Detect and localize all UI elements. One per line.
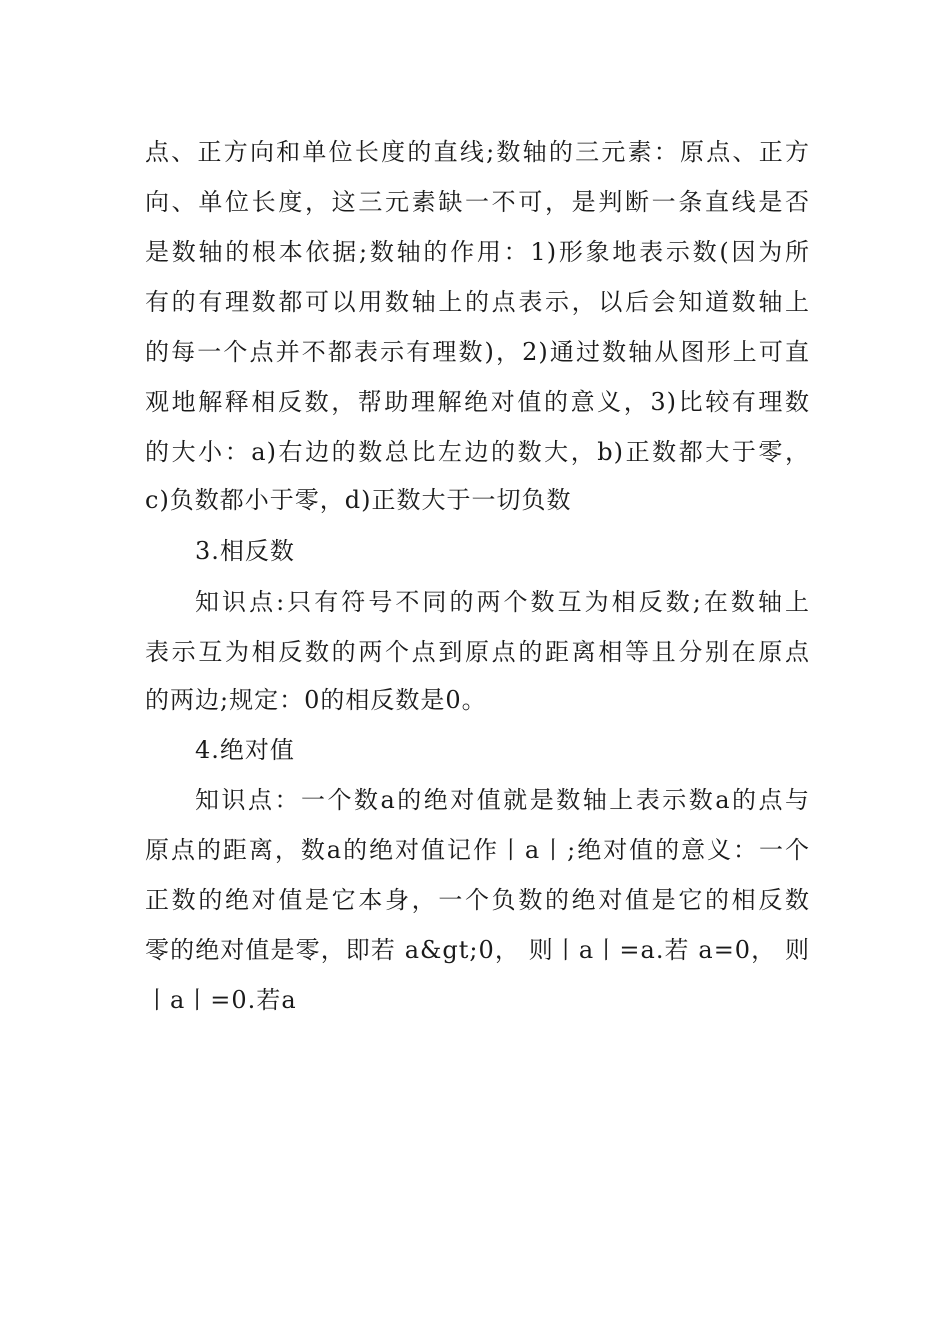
paragraph-line: 知识点:只有符号不同的两个数互为相反数;在数轴上 [195, 588, 810, 616]
paragraph-line: 表示互为相反数的两个点到原点的距离相等且分别在原点 [145, 638, 810, 666]
section-heading-absolute-value: 4.绝对值 [195, 736, 295, 764]
paragraph-line: 零的绝对值是零，即若 a&gt;0， 则丨a丨=a.若 a=0， 则 [145, 936, 810, 964]
paragraph-line: 知识点：一个数a的绝对值就是数轴上表示数a的点与 [195, 786, 810, 814]
paragraph-line: 向、单位长度，这三元素缺一不可，是判断一条直线是否 [145, 188, 810, 216]
paragraph-line: 观地解释相反数，帮助理解绝对值的意义，3)比较有理数 [145, 388, 810, 416]
paragraph-line: 的两边;规定：0的相反数是0。 [145, 686, 487, 714]
paragraph-line: c)负数都小于零，d)正数大于一切负数 [145, 486, 572, 514]
paragraph-line: 的每一个点并不都表示有理数)，2)通过数轴从图形上可直 [145, 338, 810, 366]
paragraph-line: 有的有理数都可以用数轴上的点表示，以后会知道数轴上 [145, 288, 810, 316]
paragraph-line: 正数的绝对值是它本身，一个负数的绝对值是它的相反数 [145, 886, 810, 914]
paragraph-line: 原点的距离，数a的绝对值记作丨a丨;绝对值的意义：一个 [145, 836, 810, 864]
paragraph-line: 点、正方向和单位长度的直线;数轴的三元素：原点、正方 [145, 138, 810, 166]
paragraph-line: 丨a丨=0.若a [145, 986, 297, 1014]
section-heading-opposite-numbers: 3.相反数 [195, 537, 295, 565]
paragraph-line: 是数轴的根本依据;数轴的作用：1)形象地表示数(因为所 [145, 238, 810, 266]
paragraph-line: 的大小：a)右边的数总比左边的数大，b)正数都大于零， [145, 438, 810, 466]
